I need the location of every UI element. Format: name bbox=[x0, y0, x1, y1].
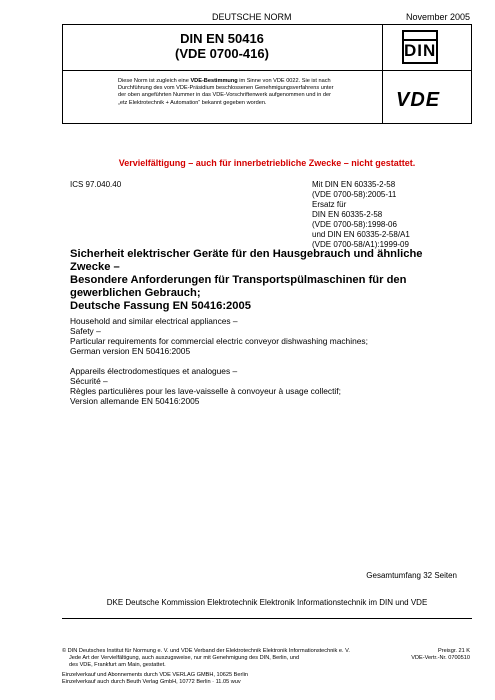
dke-line: DKE Deutsche Kommission Elektrotechnik Elektronik Informationstechnik im DIN und VDE bbox=[106, 598, 428, 607]
copyright-notice: © DIN Deutsches Institut für Normung e. V. und VDE Verband der Elektrotechnik Elektronik Informationstechnik e. V. Jede Art der Vervielfältigung, auch auszugsweise, nur mit Genehmigung des DIN, Berlin, und des VDE, Frankfurt am Main, gestattet. bbox=[62, 648, 350, 669]
page-count: Gesamtumfang 32 Seiten bbox=[366, 571, 457, 580]
reproduction-notice: Vervielfältigung – auch für innerbetriebliche Zwecke – nicht gestattet. bbox=[118, 158, 416, 168]
footer-rule bbox=[62, 618, 472, 619]
sales-info: Einzelverkauf und Abonnements durch VDE VERLAG GMBH, 10625 Berlin Einzelverkauf auch durch Beuth Verlag GmbH, 10772 Berlin · 11.05 wuv bbox=[62, 672, 248, 686]
din-logo-text: DIN bbox=[404, 41, 437, 60]
order-number: VDE-Vertr.-Nr. 0700510 bbox=[411, 655, 470, 662]
din-logo bbox=[402, 30, 438, 64]
title-english: Household and similar electrical appliances – Safety – Particular requirements for commercial electric conveyor dishwashing machines; German version EN 50416:2005 bbox=[70, 316, 368, 356]
standard-title bbox=[62, 31, 382, 61]
norm-type-label: DEUTSCHE NORM bbox=[212, 12, 292, 22]
frame-divider bbox=[62, 70, 472, 71]
issue-date: November 2005 bbox=[405, 12, 470, 22]
price-info bbox=[411, 648, 470, 662]
vde-classification: (VDE 0700-416) bbox=[175, 46, 269, 61]
ics-code: ICS 97.040.40 bbox=[70, 180, 122, 189]
vde-notice: Diese Norm ist zugleich eine VDE-Bestimmung im Sinne von VDE 0022. Sie ist nach Durchführung des vom VDE-Präsidium beschlossenen Genehmigungsverfahrens unter der oben angeführten Nummer in das VDE-Vorschriftenwerk aufgenommen und in der „etz Elektrotechnik + Automation“ bekannt gegeben worden. bbox=[118, 78, 334, 106]
price-group: Preisgr. 21 K bbox=[437, 648, 470, 654]
replacement-info: Mit DIN EN 60335-2-58 (VDE 0700-58):2005-11 Ersatz für DIN EN 60335-2-58 (VDE 0700-58):1998-06 und DIN EN 60335-2-58/A1 (VDE 0700-58/A1):1999-09 bbox=[312, 180, 410, 249]
frame-logo-divider bbox=[382, 24, 383, 124]
title-french: Appareils électrodomestiques et analogues – Sécurité – Règles particulières pour les lave-vaisselle à convoyeur à usage collectif; Version allemande EN 50416:2005 bbox=[70, 366, 341, 406]
standard-number: DIN EN 50416 bbox=[180, 31, 264, 46]
title-german: Sicherheit elektrischer Geräte für den Hausgebrauch und ähnliche Zwecke – Besondere Anforderungen für Transportspülmaschinen für den gewerblichen Gebrauch; Deutsche Fassung EN 50416:2005 bbox=[70, 248, 423, 312]
vde-logo: VDE bbox=[396, 89, 441, 111]
